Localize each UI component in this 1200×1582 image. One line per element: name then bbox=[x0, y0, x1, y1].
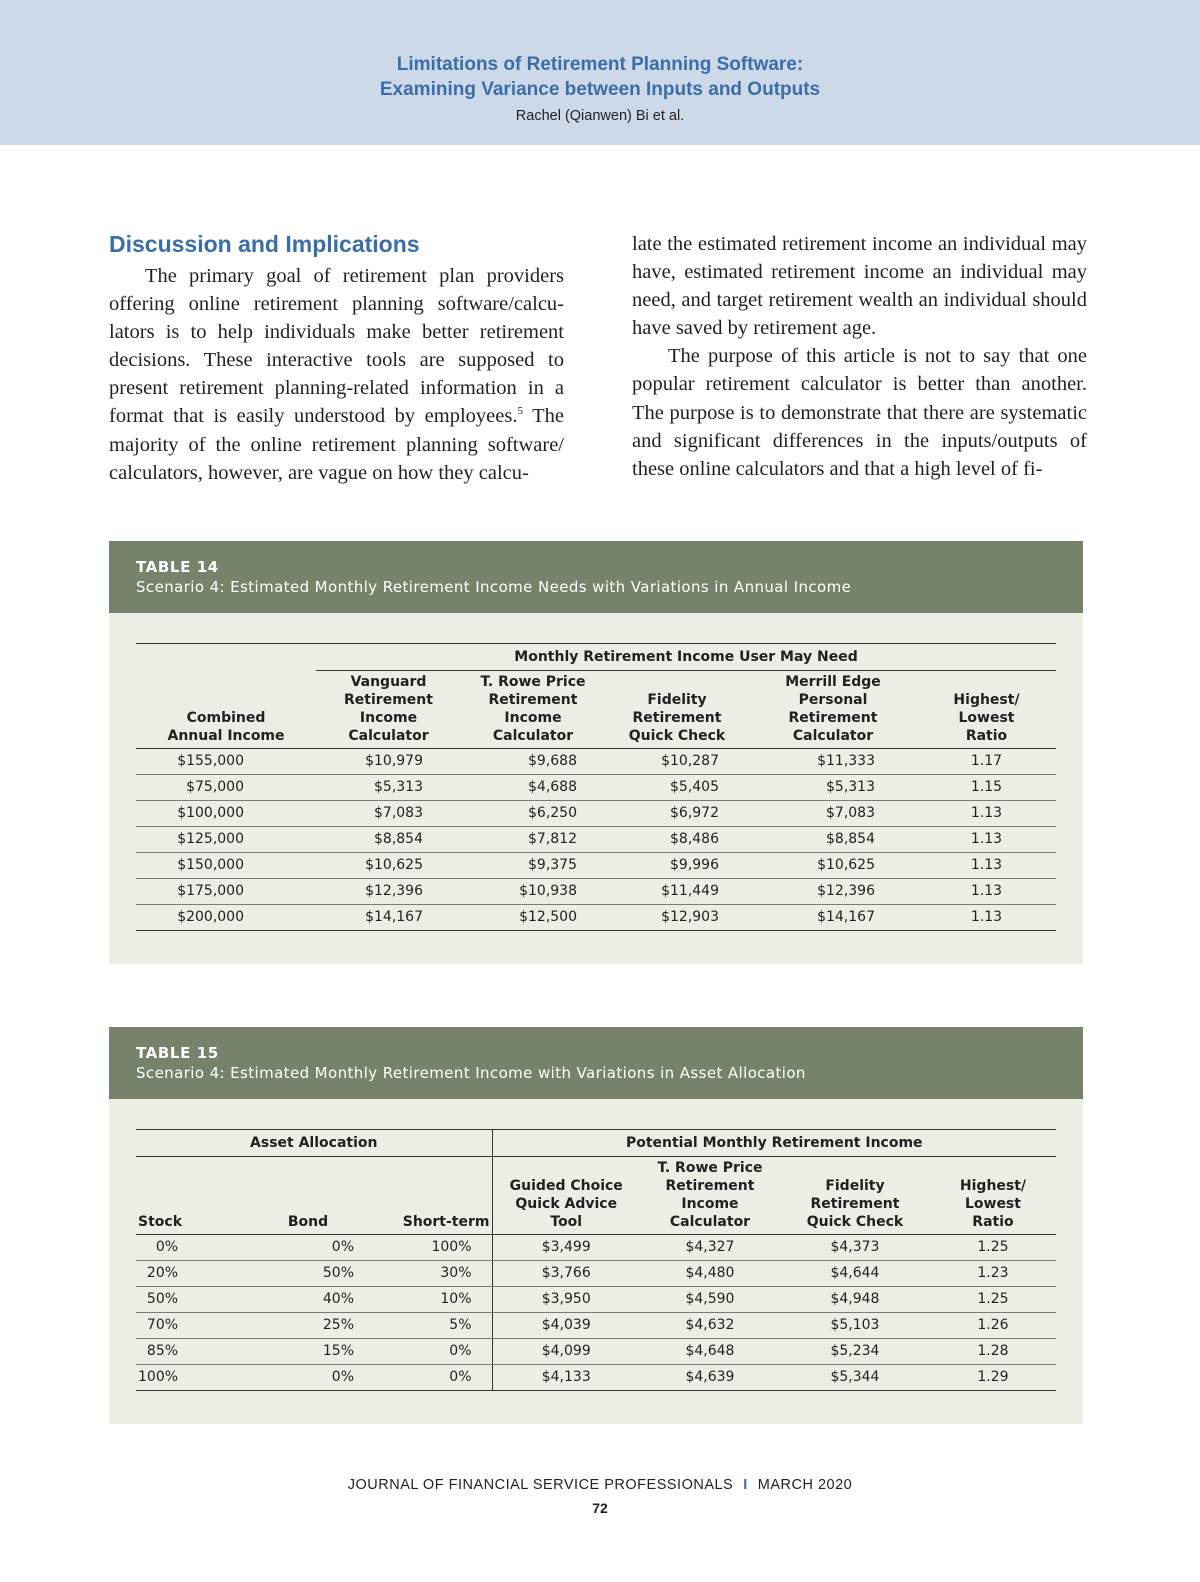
col-header-line: Retirement bbox=[488, 692, 578, 708]
footer-separator: I bbox=[743, 1477, 748, 1493]
running-title-line-1: Limitations of Retirement Planning Software: bbox=[396, 54, 804, 75]
table-14-group-header: Monthly Retirement Income User May Need bbox=[316, 644, 1056, 671]
table-cell: $3,950 bbox=[492, 1287, 640, 1313]
table-row bbox=[136, 1235, 1056, 1261]
col-header-line: Calculator bbox=[492, 728, 574, 744]
col-header-line: Combined bbox=[186, 710, 266, 726]
col-header-line: Retirement bbox=[810, 1196, 900, 1212]
issue-date: MARCH 2020 bbox=[757, 1477, 853, 1493]
table-row bbox=[136, 879, 1056, 905]
col-header-line: Income bbox=[504, 710, 562, 726]
body-column-right bbox=[632, 230, 1087, 483]
table-row bbox=[136, 1261, 1056, 1287]
table-cell: $10,287 bbox=[605, 749, 749, 775]
table-cell: $5,313 bbox=[316, 775, 461, 801]
table-cell: $4,632 bbox=[640, 1313, 780, 1339]
table-cell: $200,000 bbox=[136, 905, 316, 931]
table-cell: $4,590 bbox=[640, 1287, 780, 1313]
table-cell: $4,099 bbox=[492, 1339, 640, 1365]
col-header-line: Ratio bbox=[965, 728, 1008, 744]
paragraph-2: The purpose of this article is not to say that one popular retirement calculator is better than another. The purpose is to demonstrate that there are systematic and significant differences in the inputs/outputs of these online calculators and that a high level of fi- bbox=[632, 345, 1087, 480]
table-row bbox=[136, 1287, 1056, 1313]
col-header-line: Quick Advice bbox=[515, 1196, 618, 1212]
table-cell: $8,486 bbox=[605, 827, 749, 853]
table-cell: 0% bbox=[392, 1339, 492, 1365]
table-cell: 85% bbox=[136, 1339, 224, 1365]
table-cell: $6,972 bbox=[605, 801, 749, 827]
table-cell: $4,480 bbox=[640, 1261, 780, 1287]
col-header-line: Fidelity bbox=[825, 1178, 885, 1194]
table-cell: $12,396 bbox=[749, 879, 917, 905]
table-cell: $155,000 bbox=[136, 749, 316, 775]
table-row bbox=[136, 801, 1056, 827]
table-cell: 5% bbox=[392, 1313, 492, 1339]
table-cell: 1.13 bbox=[917, 801, 1056, 827]
paragraph-1-text-b: The majority of the online retirement planning software/ calculators, however, are vague on how they calcu- bbox=[109, 405, 564, 484]
table-cell: 1.13 bbox=[917, 879, 1056, 905]
table-cell: $5,234 bbox=[780, 1339, 930, 1365]
section-heading: Discussion and Implications bbox=[109, 231, 420, 257]
table-cell: 1.26 bbox=[930, 1313, 1056, 1339]
table-cell: 0% bbox=[392, 1365, 492, 1391]
table-cell: 10% bbox=[392, 1287, 492, 1313]
col-header-line: Ratio bbox=[972, 1214, 1014, 1230]
table-cell: 25% bbox=[224, 1313, 392, 1339]
table-cell: 100% bbox=[136, 1365, 224, 1391]
col-header-line: T. Rowe Price bbox=[657, 1160, 763, 1176]
table14-col-header-0 bbox=[136, 671, 316, 749]
table-row bbox=[136, 775, 1056, 801]
table-cell: $100,000 bbox=[136, 801, 316, 827]
table-cell: $175,000 bbox=[136, 879, 316, 905]
running-authors: Rachel (Qianwen) Bi et al. bbox=[515, 108, 685, 124]
page-footer bbox=[0, 1477, 1200, 1493]
table-14-caption: Scenario 4: Estimated Monthly Retirement Income Needs with Variations in Annual Income bbox=[136, 578, 852, 596]
table-cell: 50% bbox=[224, 1261, 392, 1287]
table-cell: $4,133 bbox=[492, 1365, 640, 1391]
table-cell: 1.28 bbox=[930, 1339, 1056, 1365]
table15-col-header-0 bbox=[136, 1157, 224, 1235]
col-header-line: Fidelity bbox=[647, 692, 707, 708]
table-cell: 0% bbox=[136, 1235, 224, 1261]
table-cell: 1.25 bbox=[930, 1235, 1056, 1261]
table-15 bbox=[109, 1027, 1083, 1424]
table-cell: $6,250 bbox=[461, 801, 605, 827]
table-cell: $4,948 bbox=[780, 1287, 930, 1313]
table15-col-header-6 bbox=[930, 1157, 1056, 1235]
table-cell: $12,500 bbox=[461, 905, 605, 931]
table-row bbox=[136, 749, 1056, 775]
table-15-group-header-left: Asset Allocation bbox=[136, 1130, 492, 1157]
col-header-line: Stock bbox=[138, 1214, 183, 1230]
table-cell: $7,083 bbox=[316, 801, 461, 827]
table-cell: $9,688 bbox=[461, 749, 605, 775]
table-row bbox=[136, 905, 1056, 931]
table14-col-header-1 bbox=[316, 671, 461, 749]
table-cell: 1.13 bbox=[917, 853, 1056, 879]
table-cell: $5,405 bbox=[605, 775, 749, 801]
table-cell: $9,996 bbox=[605, 853, 749, 879]
table-15-caption: Scenario 4: Estimated Monthly Retirement Income with Variations in Asset Allocation bbox=[136, 1064, 806, 1082]
table-cell: $14,167 bbox=[316, 905, 461, 931]
table-cell: 1.17 bbox=[917, 749, 1056, 775]
paragraph-1 bbox=[109, 262, 564, 487]
col-header-line: Income bbox=[359, 710, 418, 726]
table-cell: $4,039 bbox=[492, 1313, 640, 1339]
page-number: 72 bbox=[592, 1500, 608, 1516]
col-header-line: Retirement bbox=[344, 692, 433, 708]
table-cell: 70% bbox=[136, 1313, 224, 1339]
table15-col-header-4 bbox=[640, 1157, 780, 1235]
table-15-label: TABLE 15 bbox=[136, 1044, 219, 1062]
table-cell: $14,167 bbox=[749, 905, 917, 931]
table15-col-header-2 bbox=[392, 1157, 492, 1235]
col-header-line: Short-term bbox=[402, 1214, 490, 1230]
col-header-line: Calculator bbox=[348, 728, 429, 744]
table14-col-header-3 bbox=[605, 671, 749, 749]
table-cell: 20% bbox=[136, 1261, 224, 1287]
table-cell: $3,766 bbox=[492, 1261, 640, 1287]
table-14-label: TABLE 14 bbox=[136, 558, 219, 576]
col-header-line: Personal bbox=[798, 692, 868, 708]
table-cell: $10,979 bbox=[316, 749, 461, 775]
header-band bbox=[0, 0, 1200, 145]
table-cell: 100% bbox=[392, 1235, 492, 1261]
table-cell: $10,625 bbox=[316, 853, 461, 879]
table-cell: $5,344 bbox=[780, 1365, 930, 1391]
col-header-line: Calculator bbox=[669, 1214, 751, 1230]
table-cell: $8,854 bbox=[749, 827, 917, 853]
table-cell: $10,625 bbox=[749, 853, 917, 879]
table-cell: $4,648 bbox=[640, 1339, 780, 1365]
table-cell: $5,103 bbox=[780, 1313, 930, 1339]
table15-col-header-5 bbox=[780, 1157, 930, 1235]
table-cell: $8,854 bbox=[316, 827, 461, 853]
table15-col-header-1 bbox=[224, 1157, 392, 1235]
col-header-line: Annual Income bbox=[167, 728, 285, 744]
table-cell: $9,375 bbox=[461, 853, 605, 879]
col-header-line: Lowest bbox=[958, 710, 1015, 726]
table-cell: $75,000 bbox=[136, 775, 316, 801]
table-15-grid bbox=[136, 1129, 1056, 1391]
col-header-line: Calculator bbox=[792, 728, 874, 744]
table-cell: 1.13 bbox=[917, 827, 1056, 853]
table-cell: $150,000 bbox=[136, 853, 316, 879]
table-14-grid bbox=[136, 643, 1056, 931]
table-cell: 1.15 bbox=[917, 775, 1056, 801]
table-cell: 30% bbox=[392, 1261, 492, 1287]
col-header-line: Bond bbox=[287, 1214, 329, 1230]
table14-col-header-4 bbox=[749, 671, 917, 749]
table-row bbox=[136, 827, 1056, 853]
table-cell: $4,327 bbox=[640, 1235, 780, 1261]
table-cell: 50% bbox=[136, 1287, 224, 1313]
table-cell: 1.29 bbox=[930, 1365, 1056, 1391]
col-header-line: Quick Check bbox=[806, 1214, 904, 1230]
table-cell: $10,938 bbox=[461, 879, 605, 905]
col-header-line: Retirement bbox=[632, 710, 722, 726]
table-15-group-header-right: Potential Monthly Retirement Income bbox=[492, 1130, 1056, 1157]
col-header-line: Tool bbox=[550, 1214, 583, 1230]
body-column-left bbox=[109, 262, 564, 487]
table-cell: $7,083 bbox=[749, 801, 917, 827]
table-cell: 40% bbox=[224, 1287, 392, 1313]
table-15-header bbox=[109, 1027, 1083, 1099]
col-header-line: Retirement bbox=[665, 1178, 755, 1194]
table-cell: 0% bbox=[224, 1235, 392, 1261]
table-cell: 1.13 bbox=[917, 905, 1056, 931]
table-cell: $125,000 bbox=[136, 827, 316, 853]
table-cell: $11,333 bbox=[749, 749, 917, 775]
table-cell: 0% bbox=[224, 1365, 392, 1391]
table-cell: $4,639 bbox=[640, 1365, 780, 1391]
running-title-line-2: Examining Variance between Inputs and Outputs bbox=[379, 79, 821, 100]
table-cell: $4,688 bbox=[461, 775, 605, 801]
table14-col-header-2 bbox=[461, 671, 605, 749]
col-header-line: Merrill Edge bbox=[785, 674, 881, 690]
table-14 bbox=[109, 541, 1083, 964]
col-header-line: Retirement bbox=[788, 710, 878, 726]
col-header-line: Lowest bbox=[964, 1196, 1021, 1212]
table-cell: $4,644 bbox=[780, 1261, 930, 1287]
table-cell: $12,903 bbox=[605, 905, 749, 931]
paragraph-1-continued: late the estimated retirement income an individual may have, estimated retirement income an individual may need, and target retirement wealth an individual should have saved by retirement age. bbox=[632, 233, 1087, 340]
table-row bbox=[136, 853, 1056, 879]
col-header-line: T. Rowe Price bbox=[480, 674, 586, 690]
col-header-line: Guided Choice bbox=[509, 1178, 623, 1194]
table-cell: $5,313 bbox=[749, 775, 917, 801]
col-header-line: Vanguard bbox=[350, 674, 427, 690]
col-header-line: Quick Check bbox=[628, 728, 726, 744]
table-cell: $12,396 bbox=[316, 879, 461, 905]
table14-col-header-5 bbox=[917, 671, 1056, 749]
table-row bbox=[136, 1313, 1056, 1339]
table-14-header bbox=[109, 541, 1083, 613]
table15-col-header-3 bbox=[492, 1157, 640, 1235]
col-header-line: Income bbox=[681, 1196, 739, 1212]
table-cell: $11,449 bbox=[605, 879, 749, 905]
table-row bbox=[136, 1365, 1056, 1391]
table-cell: 1.25 bbox=[930, 1287, 1056, 1313]
table-cell: 15% bbox=[224, 1339, 392, 1365]
col-header-line: Highest/ bbox=[953, 692, 1020, 708]
table-cell: $4,373 bbox=[780, 1235, 930, 1261]
table-cell: $7,812 bbox=[461, 827, 605, 853]
journal-name: JOURNAL OF FINANCIAL SERVICE PROFESSIONALS bbox=[347, 1477, 734, 1493]
table-row bbox=[136, 1339, 1056, 1365]
footnote-ref: 5 bbox=[517, 405, 523, 418]
col-header-line: Highest/ bbox=[959, 1178, 1027, 1194]
table-cell: $3,499 bbox=[492, 1235, 640, 1261]
table-cell: 1.23 bbox=[930, 1261, 1056, 1287]
paragraph-1-text-a: The primary goal of retirement plan providers offering online retirement planning software/calculators is to help individuals make better retirement decisions. These interactive tools are supposed to present retirement planning-related information in a format that is easily understood by employees. bbox=[109, 265, 564, 428]
